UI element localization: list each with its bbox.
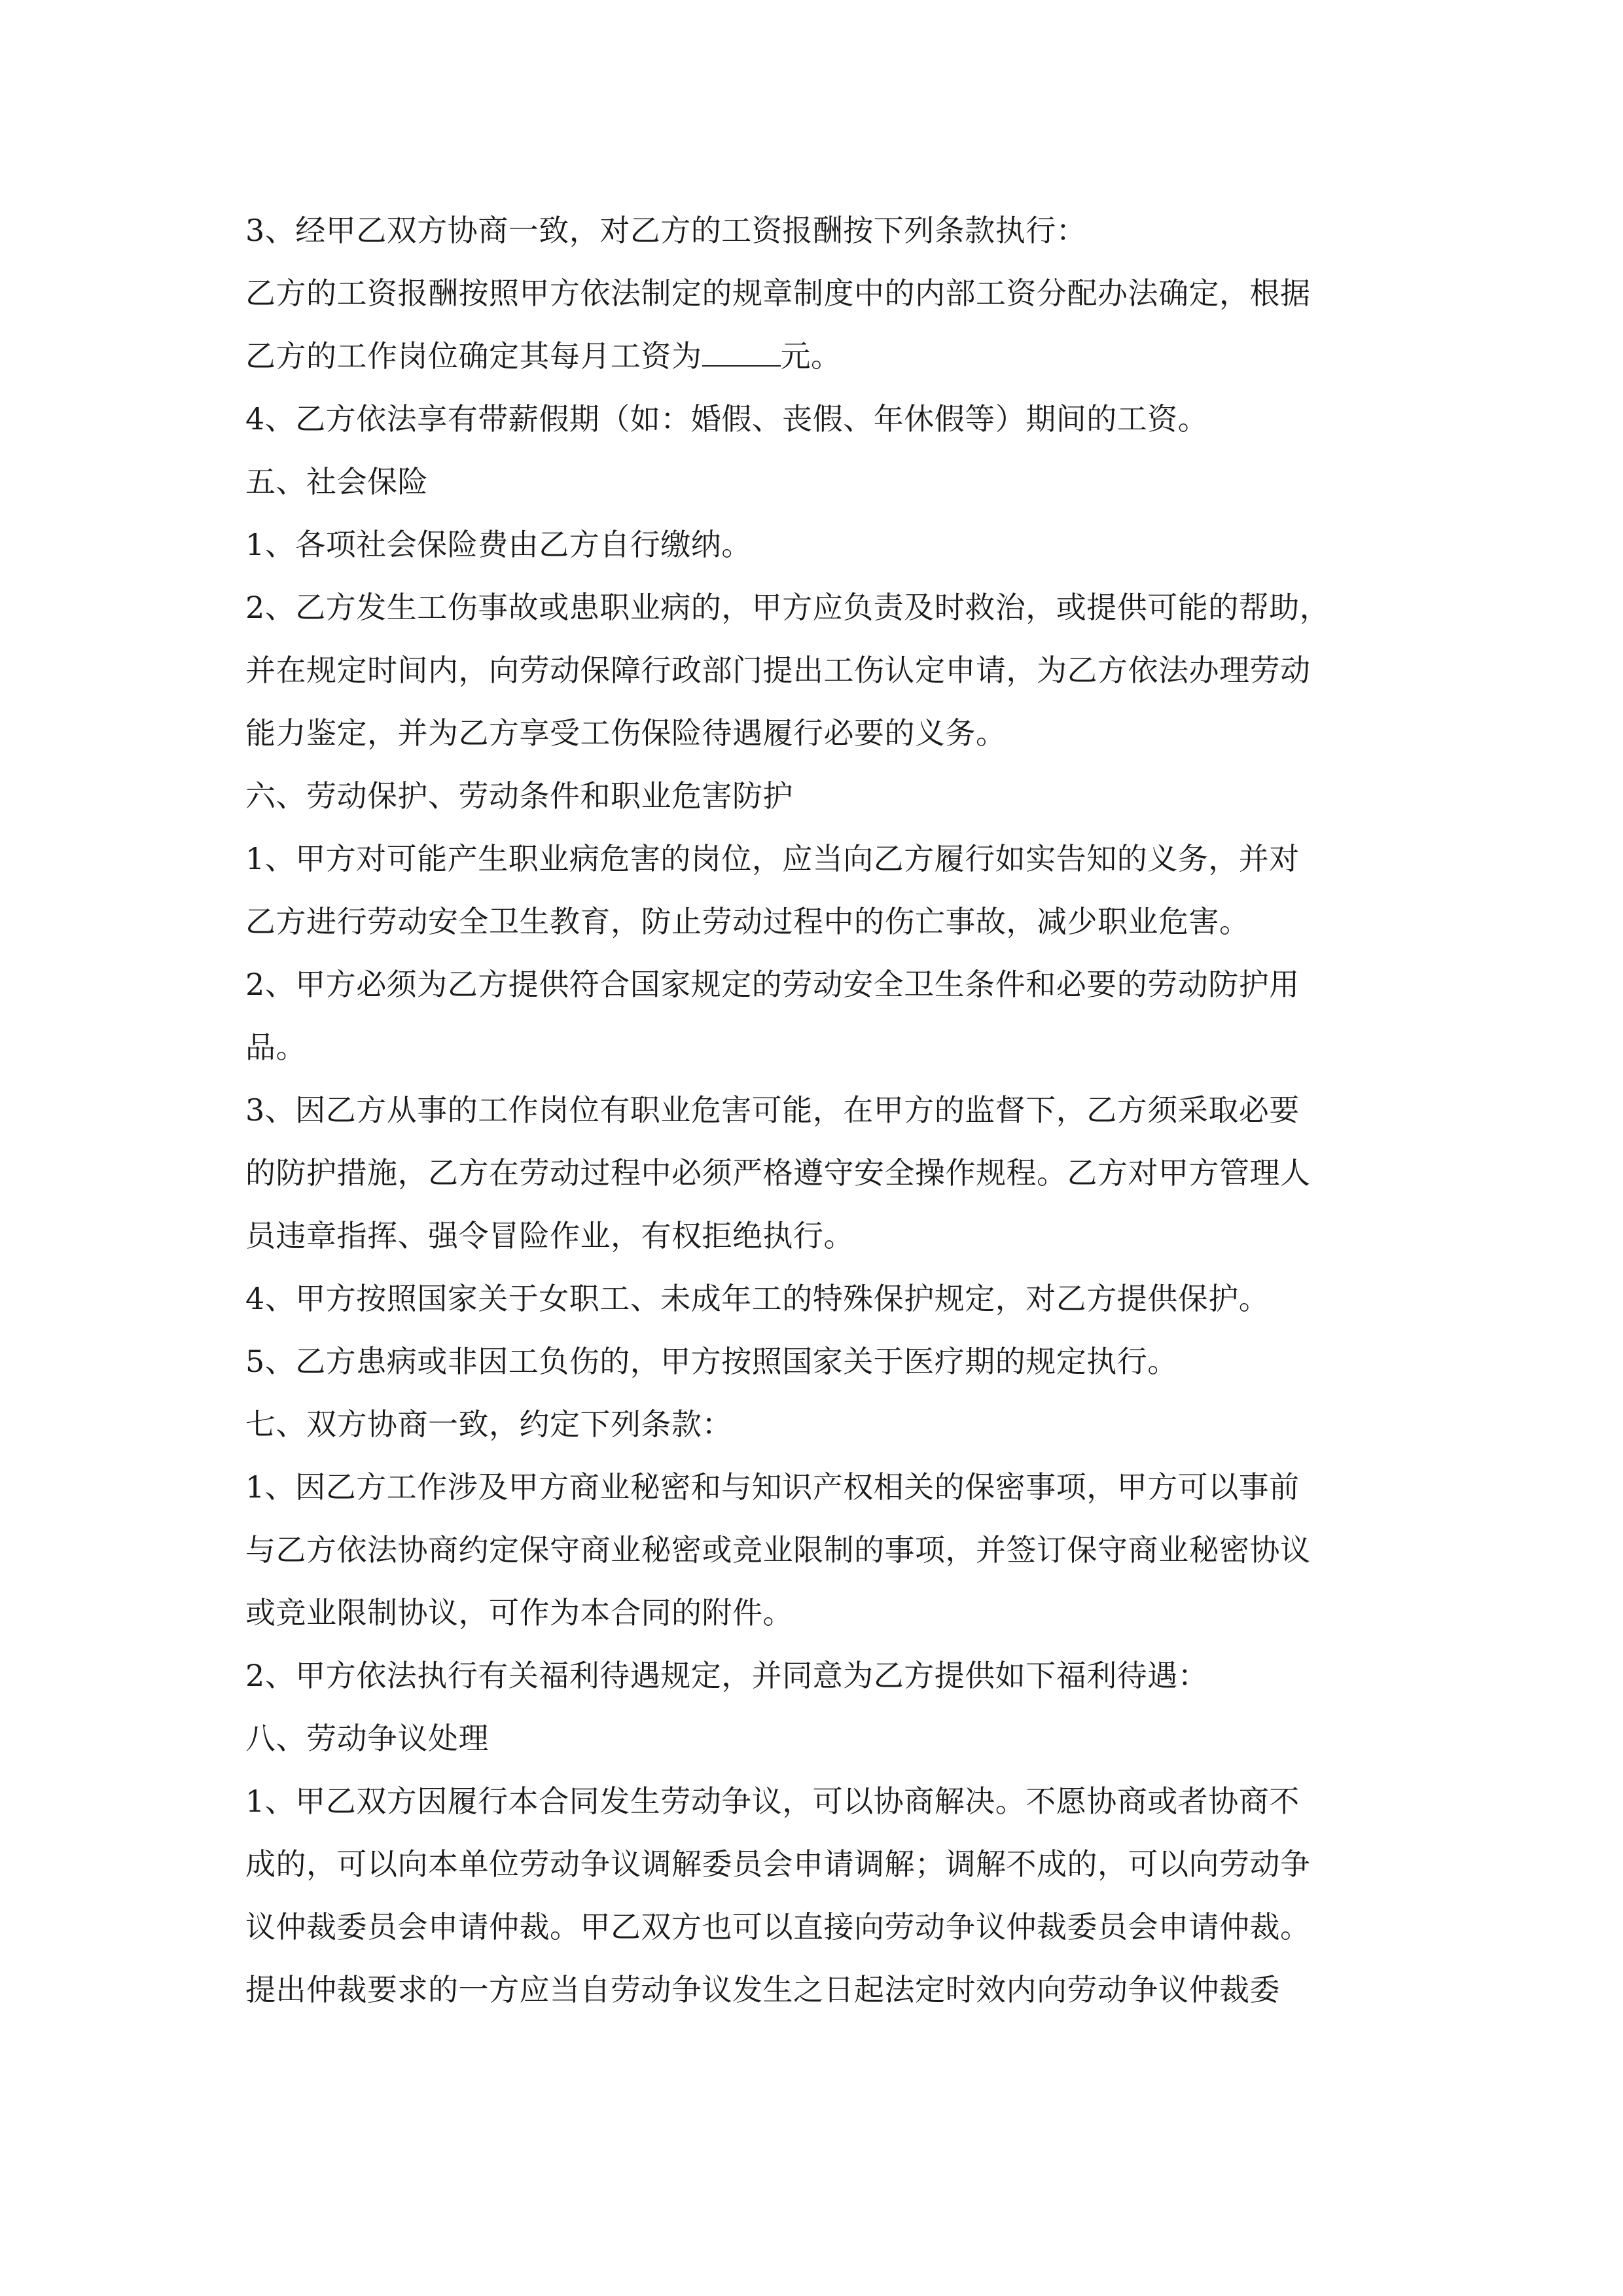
text-line: 乙方进行劳动安全卫生教育，防止劳动过程中的伤亡事故，减少职业危害。: [245, 904, 1250, 939]
clause-6-3: 3、因乙方从事的工作岗位有职业危害可能，在甲方的监督下，乙方须采取必要: [245, 1092, 1300, 1128]
clause-6-4: 4、甲方按照国家关于女职工、未成年工的特殊保护规定，对乙方提供保护。: [245, 1281, 1270, 1316]
clause-6-2: 2、甲方必须为乙方提供符合国家规定的劳动安全卫生条件和必要的劳动防护用: [245, 967, 1300, 1002]
section-heading-5: 五、社会保险: [245, 464, 428, 499]
text-segment: 乙方的工作岗位确定其每月工资为: [245, 338, 702, 374]
salary-line: [245, 336, 1417, 376]
salary-blank: [702, 339, 781, 367]
clause-5-2: 2、乙方发生工伤事故或患职业病的，甲方应负责及时救治，或提供可能的帮助，: [245, 590, 1330, 625]
clause-4-4: 4、乙方依法享有带薪假期（如：婚假、丧假、年休假等）期间的工资。: [245, 401, 1209, 437]
text-line: 提出仲裁要求的一方应当自劳动争议发生之日起法定时效内向劳动争议仲裁委: [245, 1972, 1280, 2007]
text-line: 成的，可以向本单位劳动争议调解委员会申请调解；调解不成的，可以向劳动争: [245, 1846, 1311, 1882]
clause-6-1: 1、甲方对可能产生职业病危害的岗位，应当向乙方履行如实告知的义务，并对: [245, 841, 1300, 876]
text-line: 乙方的工资报酬按照甲方依法制定的规章制度中的内部工资分配办法确定，根据: [245, 276, 1311, 311]
text-line: 议仲裁委员会申请仲裁。甲乙双方也可以直接向劳动争议仲裁委员会申请仲裁。: [245, 1909, 1311, 1945]
clause-6-5: 5、乙方患病或非因工负伤的，甲方按照国家关于医疗期的规定执行。: [245, 1344, 1178, 1379]
clause-7-1: 1、因乙方工作涉及甲方商业秘密和与知识产权相关的保密事项，甲方可以事前: [245, 1469, 1300, 1505]
section-heading-6: 六、劳动保护、劳动条件和职业危害防护: [245, 778, 793, 814]
text-line: 或竞业限制协议，可作为本合同的附件。: [245, 1595, 793, 1630]
text-segment: 元。: [780, 338, 842, 374]
clause-8-1: 1、甲乙双方因履行本合同发生劳动争议，可以协商解决。不愿协商或者协商不: [245, 1784, 1300, 1819]
section-heading-7: 七、双方协商一致，约定下列条款：: [245, 1407, 732, 1442]
text-line: 与乙方依法协商约定保守商业秘密或竞业限制的事项，并签订保守商业秘密协议: [245, 1532, 1311, 1568]
text-line: 品。: [245, 1030, 306, 1065]
text-line: 的防护措施，乙方在劳动过程中必须严格遵守安全操作规程。乙方对甲方管理人: [245, 1155, 1311, 1191]
text-line: 能力鉴定，并为乙方享受工伤保险待遇履行必要的义务。: [245, 715, 1007, 751]
text-line: 并在规定时间内，向劳动保障行政部门提出工伤认定申请，为乙方依法办理劳动: [245, 653, 1311, 688]
clause-4-3-heading: 3、经甲乙双方协商一致，对乙方的工资报酬按下列条款执行：: [245, 213, 1087, 248]
clause-7-2: 2、甲方依法执行有关福利待遇规定，并同意为乙方提供如下福利待遇：: [245, 1658, 1209, 1693]
section-heading-8: 八、劳动争议处理: [245, 1721, 489, 1756]
text-line: 员违章指挥、强令冒险作业，有权拒绝执行。: [245, 1218, 854, 1253]
clause-5-1: 1、各项社会保险费由乙方自行缴纳。: [245, 527, 752, 562]
